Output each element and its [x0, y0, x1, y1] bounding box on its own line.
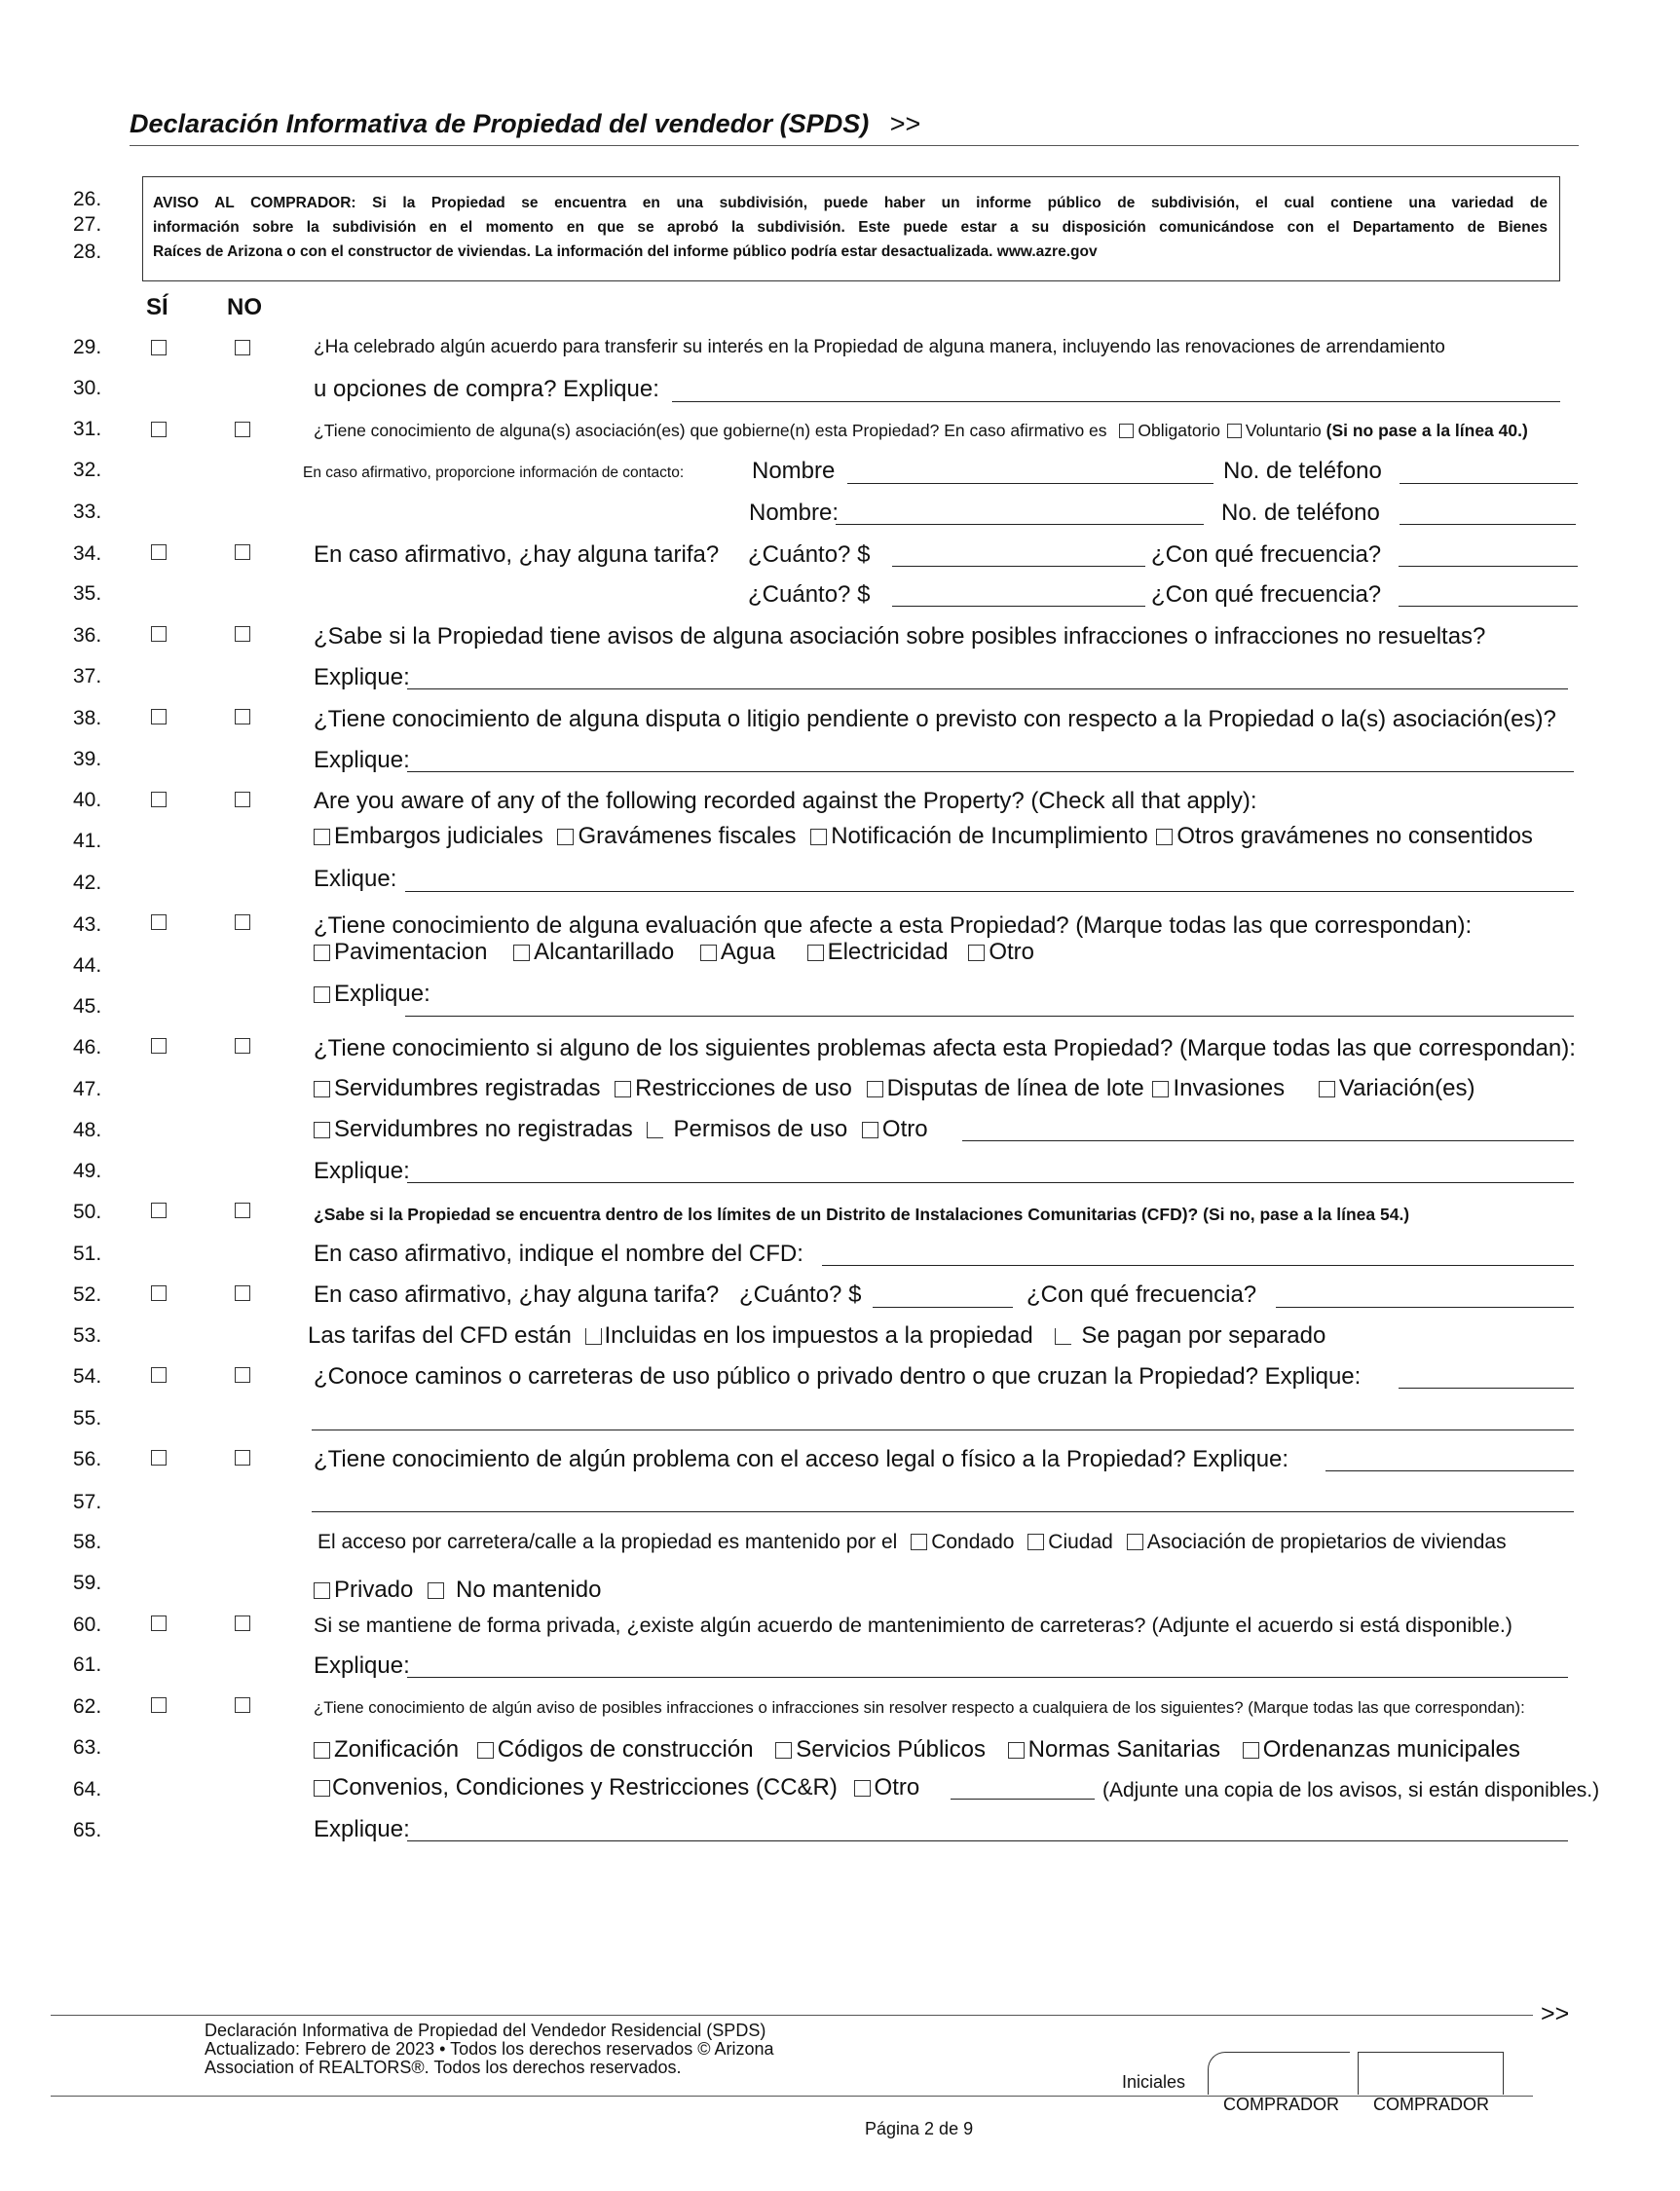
no-checkbox-40[interactable] [235, 792, 250, 807]
q31-skip-note: (Si no pase a la línea 40.) [1325, 421, 1528, 440]
electricidad-checkbox[interactable] [807, 945, 824, 961]
q35-how-often-label: ¿Con qué frecuencia? [1151, 581, 1382, 608]
no-checkbox-29[interactable] [235, 340, 250, 355]
q56-explain-field[interactable] [1325, 1470, 1574, 1471]
title-text: Declaración Informativa de Propiedad del vendedor (SPDS) [130, 109, 870, 138]
line-number: 30. [73, 377, 102, 399]
buyer-1-label: COMPRADOR [1223, 2095, 1340, 2114]
privado-checkbox[interactable] [314, 1582, 330, 1599]
condado-checkbox[interactable] [911, 1534, 927, 1550]
line-number: 57. [73, 1491, 102, 1513]
yes-checkbox-56[interactable] [151, 1450, 167, 1466]
line-number: 46. [73, 1036, 102, 1058]
buyer-2-initials-field[interactable] [1358, 2052, 1504, 2095]
q54-explain-field[interactable] [1399, 1388, 1574, 1389]
q39-explain-label: Explique: [314, 747, 410, 773]
line-number: 52. [73, 1283, 102, 1306]
q53-row [308, 1322, 1325, 1350]
q61-explain-field[interactable] [407, 1677, 1568, 1678]
pagan-separado-checkbox[interactable] [1055, 1328, 1071, 1345]
notificacion-checkbox[interactable] [810, 829, 827, 845]
q54-text: ¿Conoce caminos o carreteras de uso público o privado dentro o que cruzan la Propiedad? Explique: [314, 1363, 1362, 1390]
q61-explain-label: Explique: [314, 1653, 410, 1679]
line-number: 58. [73, 1531, 102, 1553]
no-mantenido-label: No mantenido [456, 1577, 602, 1603]
yes-checkbox-38[interactable] [151, 709, 167, 724]
agua-label: Agua [720, 939, 775, 965]
servidumbres-no-registradas-checkbox[interactable] [314, 1122, 330, 1138]
q51-cfd-field[interactable] [822, 1265, 1574, 1266]
q48-options [314, 1116, 928, 1143]
incluidas-impuestos-label: Incluidas en los impuestos a la propiedad [604, 1322, 1033, 1349]
line-number: 28. [73, 241, 102, 263]
notificacion-label: Notificación de Incumplimiento [831, 823, 1148, 849]
q63-options [314, 1736, 1520, 1764]
q46-text: ¿Tiene conocimiento si alguno de los siguientes problemas afecta esta Propiedad? (Marque todas las que correspondan): [314, 1035, 1576, 1061]
line-number: 43. [73, 913, 102, 936]
invasiones-label: Invasiones [1173, 1075, 1286, 1101]
line-number: 40. [73, 789, 102, 811]
q41-options [314, 823, 1533, 850]
variaciones-checkbox[interactable] [1319, 1081, 1335, 1097]
line-number: 53. [73, 1324, 102, 1347]
ordenanzas-label: Ordenanzas municipales [1262, 1736, 1520, 1763]
restricciones-uso-checkbox[interactable] [615, 1081, 631, 1097]
pavimentacion-label: Pavimentacion [334, 939, 488, 965]
codigos-construccion-checkbox[interactable] [477, 1742, 494, 1759]
servidumbres-no-registradas-label: Servidumbres no registradas [334, 1116, 633, 1142]
q62-text: ¿Tiene conocimiento de algún aviso de posibles infracciones o infracciones sin resolver respecto a cualquiera de los siguientes? (Marque todas las que correspondan): [314, 1698, 1525, 1717]
pavimentacion-checkbox[interactable] [314, 945, 330, 961]
line-number: 31. [73, 418, 102, 440]
q50-text: ¿Sabe si la Propiedad se encuentra dentro de los límites de un Distrito de Instalaciones Comunitarias (CFD)? (Si no, pase a la línea 54.) [314, 1205, 1410, 1224]
line-number: 45. [73, 995, 102, 1018]
q64-note: (Adjunte una copia de los avisos, si están disponibles.) [1102, 1779, 1600, 1801]
no-checkbox-62[interactable] [235, 1697, 250, 1713]
line-number: 32. [73, 459, 102, 481]
q58-text: El acceso por carretera/calle a la propiedad es mantenido por el [317, 1531, 898, 1553]
permisos-uso-label: Permisos de uso [673, 1116, 848, 1142]
q53-text: Las tarifas del CFD están [308, 1322, 572, 1349]
zonificacion-checkbox[interactable] [314, 1742, 330, 1759]
line-number: 50. [73, 1201, 102, 1223]
q35-how-much-label: ¿Cuánto? $ [748, 581, 871, 608]
q33-phone-label: No. de teléfono [1221, 500, 1380, 526]
no-checkbox-34[interactable] [235, 544, 250, 560]
q43-text: ¿Tiene conocimiento de alguna evaluación que afecte a esta Propiedad? (Marque todas las que correspondan): [314, 912, 1473, 939]
gravamenes-fiscales-checkbox[interactable] [557, 829, 574, 845]
q40-text: Are you aware of any of the following recorded against the Property? (Check all that apply): [314, 788, 1257, 814]
invasiones-checkbox[interactable] [1152, 1081, 1169, 1097]
yes-checkbox-52[interactable] [151, 1285, 167, 1301]
permisos-uso-checkbox[interactable] [647, 1122, 663, 1138]
line-number: 49. [73, 1160, 102, 1182]
q38-text: ¿Tiene conocimiento de alguna disputa o litigio pendiente o previsto con respecto a la Propiedad o la(s) asociación(es)? [314, 706, 1556, 732]
q33-name-label: Nombre: [749, 500, 840, 526]
line-number: 63. [73, 1736, 102, 1759]
no-checkbox-46[interactable] [235, 1038, 250, 1054]
q49-explain-field[interactable] [407, 1182, 1574, 1183]
obligatorio-label: Obligatorio [1138, 421, 1221, 440]
servidumbres-registradas-label: Servidumbres registradas [334, 1075, 601, 1101]
q34-text: En caso afirmativo, ¿hay alguna tarifa? [314, 541, 720, 568]
agua-checkbox[interactable] [700, 945, 717, 961]
q31-text: ¿Tiene conocimiento de alguna(s) asociación(es) que gobierne(n) esta Propiedad? En caso afirmativo es [314, 421, 1107, 440]
line-number: 38. [73, 707, 102, 729]
q45-explain-field[interactable] [405, 1016, 1574, 1017]
line-number: 29. [73, 336, 102, 358]
line-number: 27. [73, 213, 102, 236]
voluntario-checkbox[interactable] [1227, 424, 1242, 438]
line-number: 51. [73, 1243, 102, 1265]
q52-how-much-label: ¿Cuánto? $ [739, 1281, 862, 1308]
q52-text: En caso afirmativo, ¿hay alguna tarifa? [314, 1281, 720, 1308]
line-number: 42. [73, 872, 102, 894]
q34-frequency-field[interactable] [1399, 566, 1578, 567]
q60-text: Si se mantiene de forma privada, ¿existe algún acuerdo de mantenimiento de carreteras? (Adjunte el acuerdo si está disponible.) [314, 1614, 1512, 1637]
ccr-label: Convenios, Condiciones y Restricciones (CC&R) [332, 1774, 838, 1801]
q65-explain-label: Explique: [314, 1816, 410, 1842]
otro-evaluacion-checkbox[interactable] [968, 945, 985, 961]
alcantarillado-label: Alcantarillado [534, 939, 675, 965]
line-number: 60. [73, 1614, 102, 1636]
footer-line-2: Actualizado: Febrero de 2023 • Todos los derechos reservados © Arizona [205, 2039, 774, 2059]
initials-label: Iniciales [1122, 2072, 1186, 2092]
line-number: 54. [73, 1365, 102, 1388]
q35-frequency-field[interactable] [1399, 606, 1578, 607]
servicios-publicos-checkbox[interactable] [775, 1742, 792, 1759]
line-number: 47. [73, 1078, 102, 1100]
q57-explain-field[interactable] [312, 1511, 1574, 1512]
header-rule [130, 145, 1579, 146]
embargos-checkbox[interactable] [314, 829, 330, 845]
q64-other-field[interactable] [951, 1799, 1095, 1800]
line-number: 36. [73, 624, 102, 647]
q34-amount-field[interactable] [892, 566, 1145, 567]
notice-label: AVISO AL COMPRADOR: [153, 195, 356, 211]
notice-line-3: Raíces de Arizona o con el constructor de viviendas. La información del informe público podría estar desactualizada. www.azre.gov [153, 243, 1098, 260]
line-number: 56. [73, 1448, 102, 1470]
q48-other-field[interactable] [962, 1140, 1574, 1141]
yes-checkbox-43[interactable] [151, 914, 167, 930]
asociacion-propietarios-checkbox[interactable] [1127, 1534, 1143, 1550]
q31-row [314, 421, 1528, 441]
q39-explain-field[interactable] [407, 771, 1574, 772]
ciudad-checkbox[interactable] [1027, 1534, 1044, 1550]
line-number: 59. [73, 1572, 102, 1594]
variaciones-label: Variación(es) [1338, 1075, 1475, 1101]
no-checkbox-38[interactable] [235, 709, 250, 724]
q33-name-field[interactable] [836, 524, 1204, 525]
line-number: 65. [73, 1819, 102, 1841]
q52-frequency-field[interactable] [1276, 1307, 1574, 1308]
line-number: 26. [73, 188, 102, 210]
pagan-separado-label: Se pagan por separado [1081, 1322, 1326, 1349]
otro-evaluacion-label: Otro [989, 939, 1035, 965]
yes-checkbox-62[interactable] [151, 1697, 167, 1713]
buyer-1-initials-field[interactable] [1208, 2052, 1350, 2095]
otro-infraccion-label: Otro [874, 1774, 920, 1801]
yes-checkbox-60[interactable] [151, 1615, 167, 1631]
line-number: 35. [73, 582, 102, 605]
q56-text: ¿Tiene conocimiento de algún problema con el acceso legal o físico a la Propiedad? Explique: [314, 1446, 1289, 1472]
buyer-notice-box [142, 176, 1560, 281]
line-number: 64. [73, 1778, 102, 1801]
yes-checkbox-50[interactable] [151, 1203, 167, 1218]
notice-line-2: información sobre la subdivisión en el momento en que se aprobó la subdivisión. Este puede estar a su disposición comunicándose con el Departamento de Bienes [153, 219, 1548, 236]
q58-row [317, 1531, 1507, 1554]
otros-gravamenes-checkbox[interactable] [1156, 829, 1173, 845]
otro-problema-checkbox[interactable] [862, 1122, 878, 1138]
yes-checkbox-40[interactable] [151, 792, 167, 807]
line-number: 61. [73, 1653, 102, 1676]
q42-explain-label: Exlique: [314, 866, 397, 892]
q32-phone-label: No. de teléfono [1223, 458, 1382, 484]
buyer-2-label: COMPRADOR [1373, 2095, 1490, 2114]
embargos-label: Embargos judiciales [334, 823, 543, 849]
yes-checkbox-31[interactable] [151, 422, 167, 437]
q36-text: ¿Sabe si la Propiedad tiene avisos de alguna asociación sobre posibles infracciones o infracciones no resueltas? [314, 623, 1486, 650]
page-title [130, 109, 920, 139]
initials-box [1200, 2052, 1510, 2114]
disputas-linea-label: Disputas de línea de lote [886, 1075, 1144, 1101]
voluntario-label: Voluntario [1245, 421, 1322, 440]
no-checkbox-43[interactable] [235, 914, 250, 930]
q52-how-often-label: ¿Con qué frecuencia? [1027, 1281, 1257, 1308]
footer-line-3: Association of REALTORS®. Todos los derechos reservados. [205, 2058, 682, 2077]
yes-checkbox-46[interactable] [151, 1038, 167, 1054]
q32-name-field[interactable] [847, 483, 1213, 484]
no-mantenido-checkbox[interactable] [428, 1582, 444, 1599]
q51-cfd-label: En caso afirmativo, indique el nombre del CFD: [314, 1241, 803, 1267]
otro-infraccion-checkbox[interactable] [854, 1780, 871, 1797]
no-checkbox-31[interactable] [235, 422, 250, 437]
q29-text: ¿Ha celebrado algún acuerdo para transferir su interés en la Propiedad de alguna manera, incluyendo las renovaciones de arrendamiento [314, 337, 1445, 357]
q65-explain-field[interactable] [407, 1840, 1568, 1841]
servicios-publicos-label: Servicios Públicos [796, 1736, 986, 1763]
no-checkbox-52[interactable] [235, 1285, 250, 1301]
line-number: 55. [73, 1407, 102, 1430]
obligatorio-checkbox[interactable] [1119, 424, 1134, 438]
no-column-header: NO [227, 294, 262, 320]
zonificacion-label: Zonificación [334, 1736, 460, 1763]
footer-rule-top [51, 2015, 1533, 2016]
page-number: Página 2 de 9 [865, 2119, 974, 2138]
yes-checkbox-29[interactable] [151, 340, 167, 355]
alcantarillado-checkbox[interactable] [513, 945, 530, 961]
q30-text: u opciones de compra? Explique: [314, 376, 659, 402]
line-number: 44. [73, 954, 102, 977]
q44-options [314, 939, 1034, 966]
asociacion-propietarios-label: Asociación de propietarios de viviendas [1146, 1531, 1507, 1553]
title-arrow: >> [889, 109, 921, 138]
line-number: 39. [73, 748, 102, 770]
notice-text-1: Si la Propiedad se encuentra en una subdivisión, puede haber un informe público de subdivisión, el cual contiene una variedad de [372, 195, 1548, 211]
normas-sanitarias-checkbox[interactable] [1008, 1742, 1025, 1759]
yes-checkbox-36[interactable] [151, 626, 167, 642]
line-number: 37. [73, 665, 102, 687]
q64-options [314, 1774, 919, 1801]
q59-options [314, 1577, 601, 1604]
notice-line-1 [153, 191, 1548, 215]
line-number: 41. [73, 830, 102, 852]
restricciones-uso-label: Restricciones de uso [635, 1075, 852, 1101]
otro-problema-label: Otro [881, 1116, 928, 1142]
ordenanzas-checkbox[interactable] [1243, 1742, 1259, 1759]
line-number: 62. [73, 1695, 102, 1718]
q30-explain-field[interactable] [672, 401, 1560, 402]
normas-sanitarias-label: Normas Sanitarias [1027, 1736, 1221, 1763]
q33-phone-field[interactable] [1400, 524, 1576, 525]
q32-name-label: Nombre [752, 458, 836, 484]
q52-amount-field[interactable] [873, 1307, 1013, 1308]
yes-checkbox-54[interactable] [151, 1367, 167, 1383]
q32-phone-field[interactable] [1400, 483, 1578, 484]
q34-how-often-label: ¿Con qué frecuencia? [1151, 541, 1382, 568]
ciudad-label: Ciudad [1048, 1531, 1113, 1553]
q45-explain-label: Explique: [334, 981, 430, 1007]
yes-checkbox-34[interactable] [151, 544, 167, 560]
servidumbres-registradas-checkbox[interactable] [314, 1081, 330, 1097]
electricidad-label: Electricidad [827, 939, 949, 965]
disputas-linea-checkbox[interactable] [867, 1081, 883, 1097]
q42-explain-field[interactable] [405, 891, 1574, 892]
no-checkbox-54[interactable] [235, 1367, 250, 1383]
ccr-checkbox[interactable] [314, 1780, 330, 1797]
q34-how-much-label: ¿Cuánto? $ [748, 541, 871, 568]
no-checkbox-60[interactable] [235, 1615, 250, 1631]
no-checkbox-36[interactable] [235, 626, 250, 642]
q49-explain-label: Explique: [314, 1158, 410, 1184]
q45-explain-checkbox[interactable] [314, 986, 330, 1003]
condado-label: Condado [931, 1531, 1015, 1553]
footer-copyright [205, 2022, 774, 2077]
incluidas-impuestos-checkbox[interactable] [585, 1328, 602, 1345]
q37-explain-label: Explique: [314, 664, 410, 690]
line-number: 34. [73, 542, 102, 565]
q37-explain-field[interactable] [407, 688, 1568, 689]
gravamenes-fiscales-label: Gravámenes fiscales [578, 823, 797, 849]
line-number: 48. [73, 1119, 102, 1141]
footer-line-1: Declaración Informativa de Propiedad del Vendedor Residencial (SPDS) [205, 2021, 766, 2040]
no-checkbox-56[interactable] [235, 1450, 250, 1466]
line-number: 33. [73, 501, 102, 523]
yes-column-header: SÍ [146, 294, 168, 320]
q47-options [314, 1075, 1475, 1102]
footer-arrow: >> [1541, 2000, 1570, 2027]
codigos-construccion-label: Códigos de construcción [497, 1736, 754, 1763]
otros-gravamenes-label: Otros gravámenes no consentidos [1176, 823, 1533, 849]
q32-prefix: En caso afirmativo, proporcione información de contacto: [303, 464, 685, 481]
privado-label: Privado [334, 1577, 414, 1603]
no-checkbox-50[interactable] [235, 1203, 250, 1218]
q45-row [314, 981, 430, 1008]
q35-amount-field[interactable] [892, 606, 1145, 607]
